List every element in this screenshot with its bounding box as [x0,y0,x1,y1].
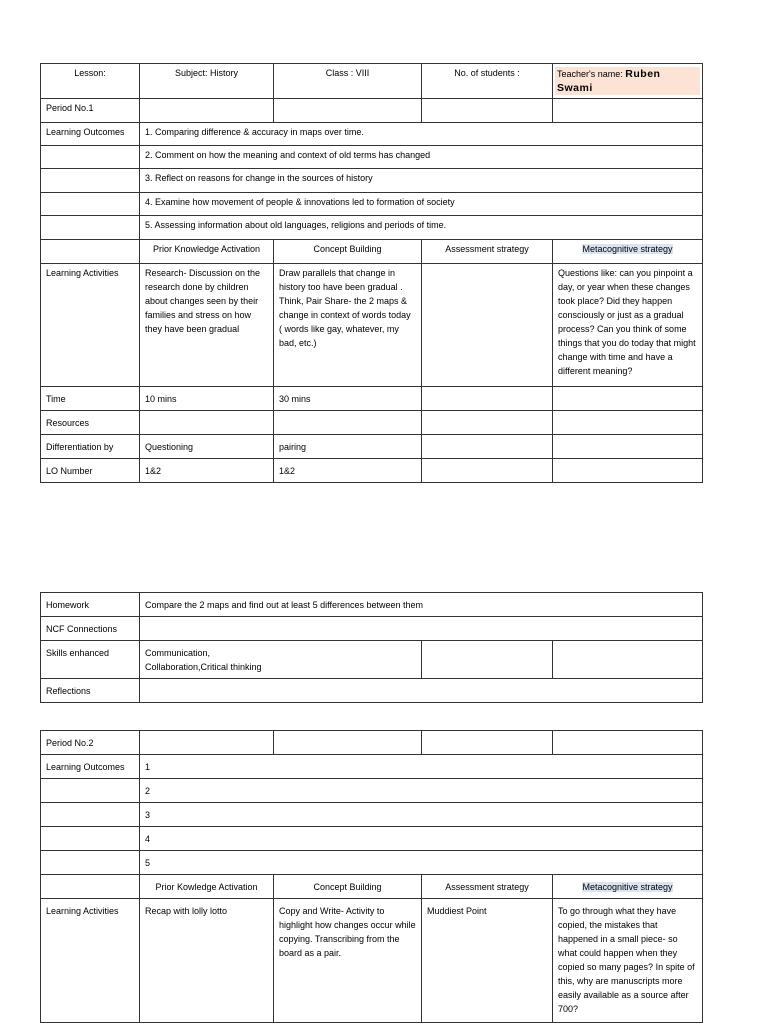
outcome-item: 1 [140,755,703,779]
teacher-label: Teacher's name: [557,69,623,79]
lo-prior: 1&2 [140,459,274,483]
outcome-item: 5 [140,851,703,875]
metacognitive-activity: Questions like: can you pinpoint a day, or year when these changes took place? Did they happen consciously or just as a gradual process? Can you think of some things that you do today that might change with time and have a different meaning? [553,264,703,387]
ncf-label: NCF Connections [41,617,140,641]
outcome-item: 5. Assessing information about old languages, religions and periods of time. [140,216,703,240]
outcome-item: 4. Examine how movement of people & innovations led to formation of society [140,193,703,216]
homework-table [40,592,703,703]
outcome-item: 3. Reflect on reasons for change in the sources of history [140,169,703,193]
time-prior: 10 mins [140,387,274,411]
reflections-label: Reflections [41,679,140,703]
assessment-activity: Muddiest Point [422,899,553,1023]
homework-text: Compare the 2 maps and find out at least 5 differences between them [140,593,703,617]
differentiation-label: Differentiation by [41,435,140,459]
concept-activity: Draw parallels that change in history too have been gradual . Think, Pair Share- the 2 maps & change in context of words today ( words like gay, whatever, my bad, etc.) [274,264,422,387]
learning-outcomes-label: Learning Outcomes [41,123,140,146]
metacognitive-strategy-header: Metacognitive strategy [553,240,703,264]
prior-knowledge-header: Prior Knowledge Activation [140,240,274,264]
outcome-item: 4 [140,827,703,851]
lo-concept: 1&2 [274,459,422,483]
concept-building-header: Concept Building [274,875,422,899]
teacher-name: Ruben Swami [557,68,661,94]
learning-outcomes-label: Learning Outcomes [41,755,140,779]
outcome-item: 3 [140,803,703,827]
outcome-item: 2 [140,779,703,803]
prior-knowledge-header: Prior Kowledge Activation [140,875,274,899]
period1-plan-table [40,63,703,483]
prior-activity: Research- Discussion on the research done by children about changes seen by their families and stress on how they have been gradual [140,264,274,387]
outcome-item: 1. Comparing difference & accuracy in maps over time. [140,123,703,146]
time-concept: 30 mins [274,387,422,411]
concept-activity: Copy and Write- Activity to highlight how changes occur while copying. Transcribing from the board as a pair. [274,899,422,1023]
skills-label: Skills enhanced [41,641,140,679]
lesson-label: Lesson: [41,64,140,99]
class-label: Class : VIII [274,64,422,99]
prior-activity: Recap with lolly lotto [140,899,274,1023]
assessment-strategy-header: Assessment strategy [422,240,553,264]
time-label: Time [41,387,140,411]
period2-plan-table [40,730,703,1023]
period2-label: Period No.2 [41,731,140,755]
metacognitive-activity: To go through what they have copied, the mistakes that happened in a small piece- so what could happen when they copied so many pages? In spite of this, why are manuscripts more easily available as a source after 700? [553,899,703,1023]
learning-activities-label: Learning Activities [41,899,140,1023]
skills-text: Communication, Collaboration,Critical thinking [140,641,422,679]
differentiation-concept: pairing [274,435,422,459]
subject-label: Subject: History [140,64,274,99]
assessment-activity [422,264,553,387]
period-label: Period No.1 [41,99,140,123]
resources-label: Resources [41,411,140,435]
teacher-cell [553,64,703,99]
differentiation-prior: Questioning [140,435,274,459]
assessment-strategy-header: Assessment strategy [422,875,553,899]
outcome-item: 2. Comment on how the meaning and context of old terms has changed [140,146,703,169]
students-label: No. of students : [422,64,553,99]
concept-building-header: Concept Building [274,240,422,264]
metacognitive-strategy-header: Metacognitive strategy [553,875,703,899]
homework-label: Homework [41,593,140,617]
learning-activities-label: Learning Activities [41,264,140,387]
lo-number-label: LO Number [41,459,140,483]
